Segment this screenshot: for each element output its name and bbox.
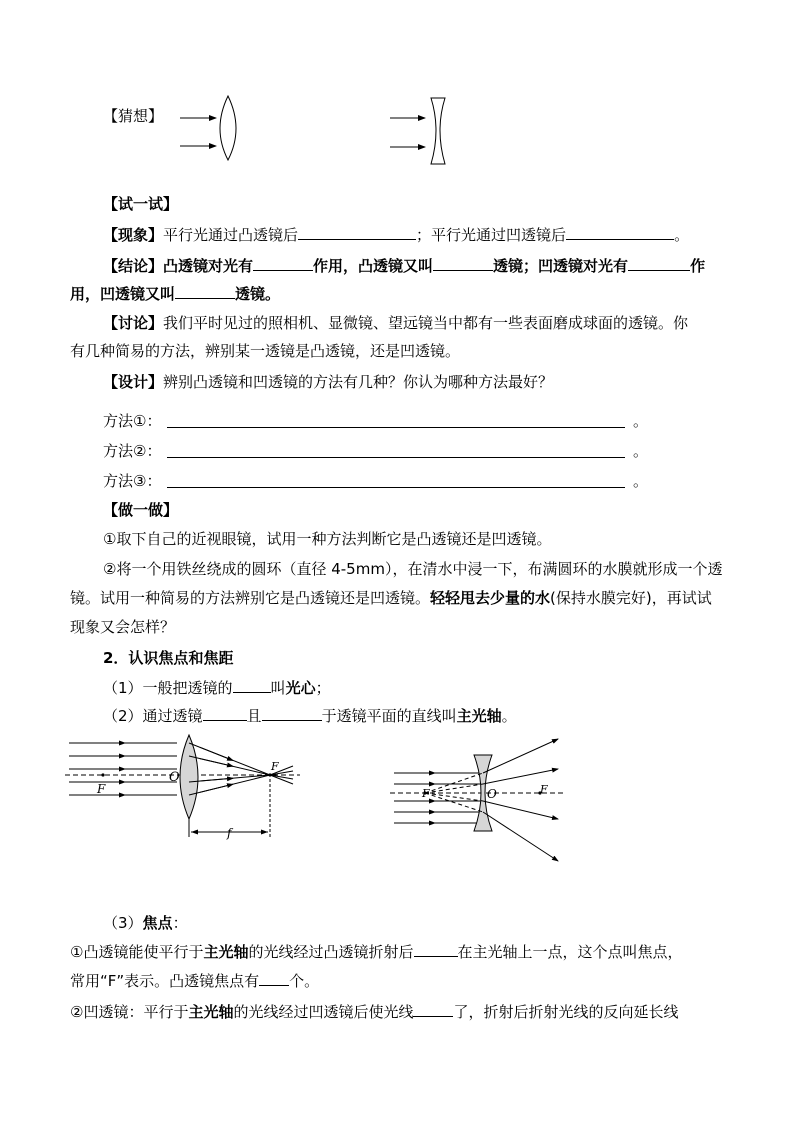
method-3-label: 方法③： xyxy=(103,472,162,490)
method-2-blank[interactable] xyxy=(167,457,625,458)
answer-blank[interactable] xyxy=(628,255,690,271)
focus-heading: （3）焦点： xyxy=(103,914,188,932)
section-2-title: 2．认识焦点和焦距 xyxy=(103,649,234,667)
section-2-p1: （1）一般把透镜的 叫光心； xyxy=(103,679,331,697)
try-label: 【试一试】 xyxy=(103,195,179,213)
focus-label-left: F xyxy=(422,787,430,800)
design-line: 【设计】辨别凸透镜和凹透镜的方法有几种？你认为哪种方法最好？ xyxy=(103,373,554,391)
focal-length-label: f xyxy=(227,826,232,840)
do-label: 【做一做】 xyxy=(103,501,179,519)
discussion-line-1: 【讨论】我们平时见过的照相机、显微镜、望远镜当中都有一些表面磨成球面的透镜。你 xyxy=(103,314,689,332)
do-item-2-line-1: ②将一个用铁丝绕成的圆环（直径 4-5mm），在清水中浸一下，布满圆环的水膜就形成一个透 xyxy=(103,560,723,578)
focus-label-left: F xyxy=(97,782,106,796)
optical-center-label: O xyxy=(169,770,180,785)
method-1-label: 方法①： xyxy=(103,412,162,430)
answer-blank[interactable] xyxy=(253,255,313,271)
answer-blank[interactable] xyxy=(433,255,493,271)
guess-label: 【猜想】 xyxy=(103,107,164,125)
do-item-1: ①取下自己的近视眼镜，试用一种方法判断它是凸透镜还是凹透镜。 xyxy=(103,530,552,548)
focus-label-right: F xyxy=(271,760,279,773)
answer-blank[interactable] xyxy=(259,970,289,986)
do-item-2-line-2: 镜。试用一种简易的方法辨别它是凸透镜还是凹透镜。轻轻甩去少量的水(保持水膜完好)，再试试 xyxy=(70,589,712,607)
focus-label-right: F xyxy=(540,783,548,796)
section-2-p2: （2）通过透镜 且 于透镜平面的直线叫主光轴。 xyxy=(103,707,517,725)
discussion-line-2: 有几种简易的方法，辨别某一透镜是凸透镜，还是凹透镜。 xyxy=(70,342,461,360)
answer-blank[interactable] xyxy=(233,677,271,693)
method-3-blank[interactable] xyxy=(167,487,625,488)
answer-blank[interactable] xyxy=(414,941,458,957)
focus-convex-line-2: 常用“F”表示。凸透镜焦点有 个。 xyxy=(70,972,320,990)
concave-lens-diagram xyxy=(390,733,575,868)
answer-blank[interactable] xyxy=(175,283,235,299)
focus-concave-line-1: ②凹透镜：平行于主光轴的光线经过凹透镜后使光线 了，折射后折射光线的反向延长线 xyxy=(70,1003,679,1021)
method-2-end: 。 xyxy=(633,442,649,460)
convex-lens-diagram xyxy=(65,733,310,841)
method-3-end: 。 xyxy=(633,472,649,490)
focus-convex-line-1: ①凸透镜能使平行于主光轴的光线经过凸透镜折射后 在主光轴上一点，这个点叫焦点， xyxy=(70,943,683,961)
method-2-label: 方法②： xyxy=(103,442,162,460)
answer-blank[interactable] xyxy=(262,705,322,721)
conclusion-line-2: 用，凹透镜又叫 透镜。 xyxy=(70,285,281,303)
answer-blank[interactable] xyxy=(566,224,674,240)
method-1-blank[interactable] xyxy=(167,427,625,428)
phenomenon-line: 【现象】平行光通过凸透镜后 ；平行光通过凹透镜后 。 xyxy=(103,226,690,244)
answer-blank[interactable] xyxy=(298,224,416,240)
optical-center-label: O xyxy=(487,787,497,801)
convex-lens-sketch xyxy=(170,92,250,162)
answer-blank[interactable] xyxy=(203,705,247,721)
concave-lens-sketch xyxy=(385,92,465,167)
conclusion-line-1: 【结论】凸透镜对光有 作用，凸透镜又叫 透镜；凹透镜对光有 作 xyxy=(103,257,706,275)
answer-blank[interactable] xyxy=(413,1001,453,1017)
do-item-2-line-3: 现象又会怎样？ xyxy=(70,618,176,636)
method-1-end: 。 xyxy=(633,412,649,430)
